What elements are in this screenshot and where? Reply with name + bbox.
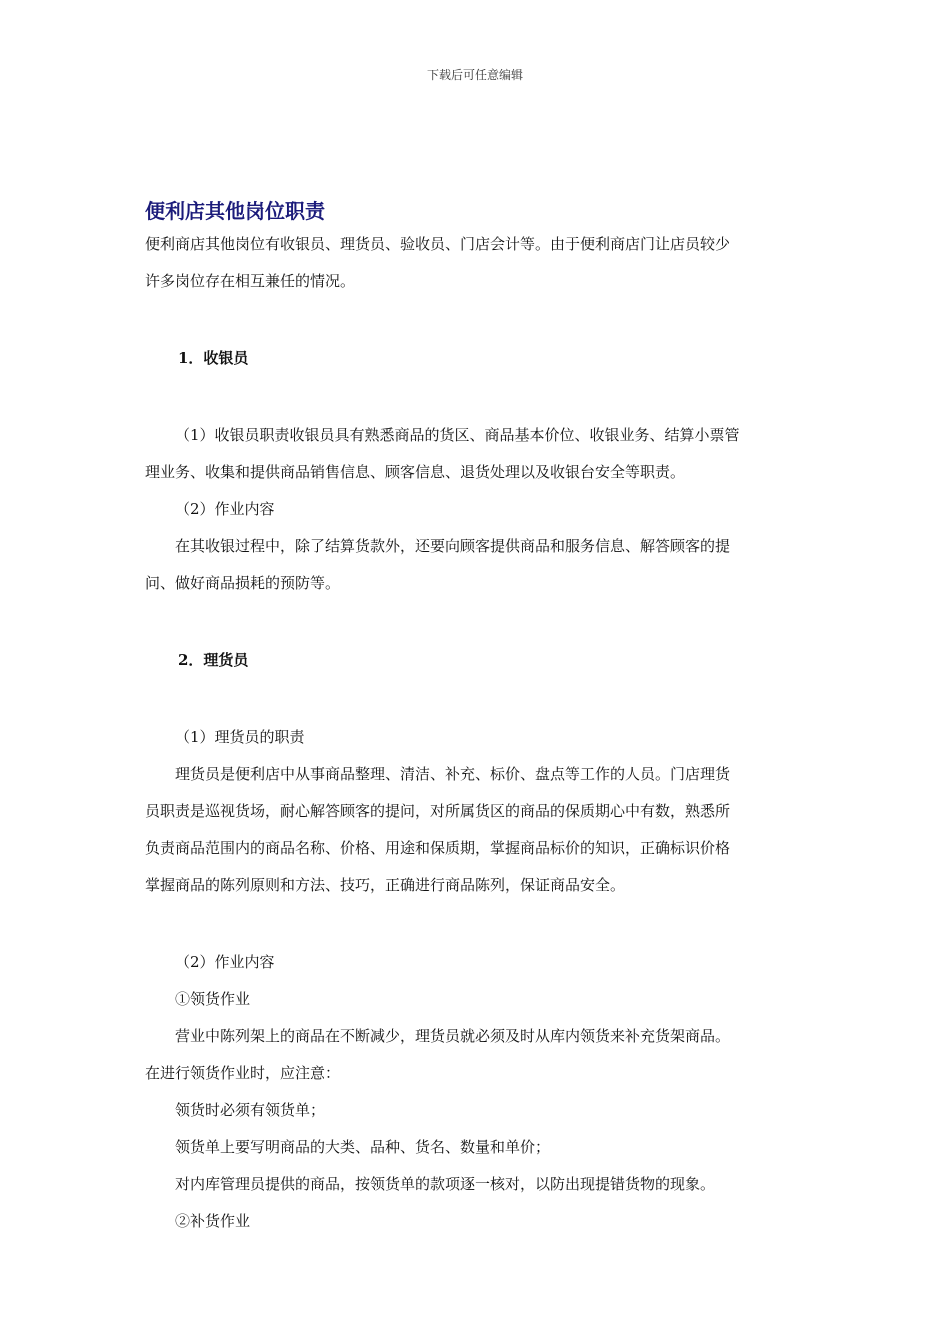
- section-heading-cashier: 1．收银员: [178, 349, 249, 367]
- subheading: （2）作业内容: [175, 500, 275, 518]
- paragraph-line: 在其收银过程中，除了结算货款外，还要向顾客提供商品和服务信息、解答顾客的提: [175, 537, 731, 555]
- subheading: （2）作业内容: [175, 953, 275, 971]
- note-line: 对内库管理员提供的商品，按领货单的款项逐一核对，以防出现提错货物的现象。: [175, 1175, 716, 1193]
- subheading: （1）理货员的职责: [175, 728, 305, 746]
- list-item: ②补货作业: [175, 1212, 251, 1230]
- paragraph-line: 掌握商品的陈列原则和方法、技巧，正确进行商品陈列，保证商品安全。: [145, 876, 626, 894]
- paragraph-line: 问、做好商品损耗的预防等。: [145, 574, 341, 592]
- paragraph-line: 营业中陈列架上的商品在不断减少，理货员就必须及时从库内领货来补充货架商品。: [175, 1027, 731, 1045]
- intro-line-2: 许多岗位存在相互兼任的情况。: [145, 272, 356, 290]
- document-title: 便利店其他岗位职责: [145, 199, 325, 223]
- header-note: 下载后可任意编辑: [426, 68, 523, 82]
- list-item: ①领货作业: [175, 990, 251, 1008]
- intro-line-1: 便利商店其他岗位有收银员、理货员、验收员、门店会计等。由于便利商店门让店员较少: [145, 235, 731, 253]
- note-line: 领货时必须有领货单；: [175, 1101, 326, 1119]
- paragraph-line: （1）收银员职责收银员具有熟悉商品的货区、商品基本价位、收银业务、结算小票管: [175, 426, 740, 444]
- paragraph-line: 负责商品范围内的商品名称、价格、用途和保质期，掌握商品标价的知识，正确标识价格: [145, 839, 731, 857]
- paragraph-line: 理货员是便利店中从事商品整理、清洁、补充、标价、盘点等工作的人员。门店理货: [175, 765, 731, 783]
- section-heading-stocker: 2．理货员: [178, 651, 249, 669]
- paragraph-line: 员职责是巡视货场，耐心解答顾客的提问，对所属货区的商品的保质期心中有数，熟悉所: [145, 802, 731, 820]
- paragraph-line: 理业务、收集和提供商品销售信息、顾客信息、退货处理以及收银台安全等职责。: [145, 463, 686, 481]
- document-body: [145, 196, 810, 1240]
- paragraph-line: 在进行领货作业时，应注意：: [145, 1064, 341, 1082]
- note-line: 领货单上要写明商品的大类、品种、货名、数量和单价；: [175, 1138, 551, 1156]
